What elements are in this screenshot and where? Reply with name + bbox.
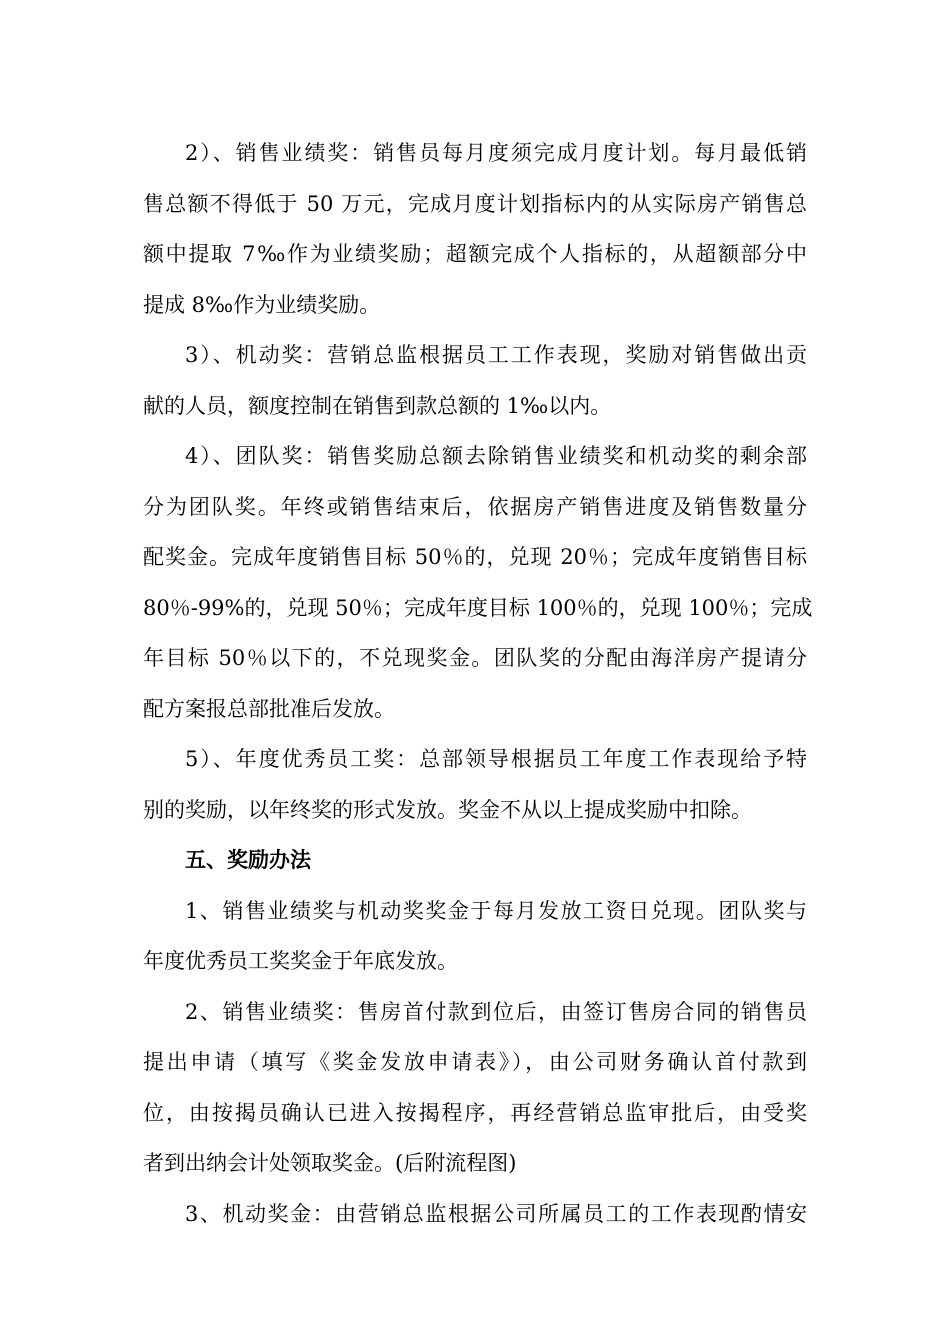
text-line: 2、销售业绩奖：售房首付款到位后，由签订售房合同的销售员	[185, 999, 807, 1024]
paragraph-annual-excellent-employee-award	[143, 734, 807, 835]
paragraph-rule-2	[143, 987, 807, 1189]
document-page	[143, 128, 813, 1239]
text-line: 配奖金。完成年度销售目标 50％的，兑现 20％；完成年度销售目标	[143, 545, 807, 569]
paragraph-discretionary-bonus	[143, 330, 807, 431]
text-line: 售总额不得低于 50 万元，完成月度计划指标内的从实际房产销售总	[143, 191, 807, 216]
text-line: 年目标 50％以下的，不兑现奖金。团队奖的分配由海洋房产提请分	[143, 646, 807, 670]
text-line: 额中提取 7‰作为业绩奖励；超额完成个人指标的，从超额部分中	[143, 242, 807, 266]
text-line: 3）、机动奖：营销总监根据员工工作表现，奖励对销售做出贡	[185, 343, 807, 367]
text-line: 年度优秀员工奖奖金于年底发放。	[143, 949, 458, 973]
paragraph-rule-3	[143, 1189, 807, 1240]
paragraph-rule-1	[143, 886, 807, 987]
section-heading: 五、奖励办法	[185, 848, 311, 872]
text-line: 分为团队奖。年终或销售结束后，依据房产销售进度及销售数量分	[143, 494, 807, 519]
text-line: 80％-99%的，兑现 50％；完成年度目标 100％的，兑现 100％；完成	[143, 595, 813, 620]
paragraph-sales-performance-bonus	[143, 128, 807, 330]
text-line: 4）、团队奖：销售奖励总额去除销售业绩奖和机动奖的剩余部	[185, 444, 807, 468]
text-line: 5）、年度优秀员工奖：总部领导根据员工年度工作表现给予特	[185, 747, 807, 771]
text-line: 配方案报总部批准后发放。	[143, 696, 395, 721]
text-line: 位，由按揭员确认已进入按揭程序，再经营销总监审批后，由受奖	[143, 1100, 807, 1125]
text-line: 提成 8‰作为业绩奖励。	[143, 292, 381, 317]
section-heading-reward-methods	[143, 835, 807, 886]
text-line: 提出申请（填写《奖金发放申请表》），由公司财务确认首付款到	[143, 1050, 807, 1074]
text-line: 3、机动奖金：由营销总监根据公司所属员工的工作表现酌情安	[185, 1201, 807, 1226]
text-line: 别的奖励，以年终奖的形式发放。奖金不从以上提成奖励中扣除。	[143, 797, 752, 822]
text-line: 2）、销售业绩奖：销售员每月度须完成月度计划。每月最低销	[185, 141, 807, 165]
text-line: 者到出纳会计处领取奖金。(后附流程图)	[143, 1151, 517, 1175]
text-line: 献的人员，额度控制在销售到款总额的 1‰以内。	[143, 393, 612, 418]
text-line: 1、销售业绩奖与机动奖奖金于每月发放工资日兑现。团队奖与	[185, 898, 807, 923]
paragraph-team-bonus	[143, 431, 813, 734]
